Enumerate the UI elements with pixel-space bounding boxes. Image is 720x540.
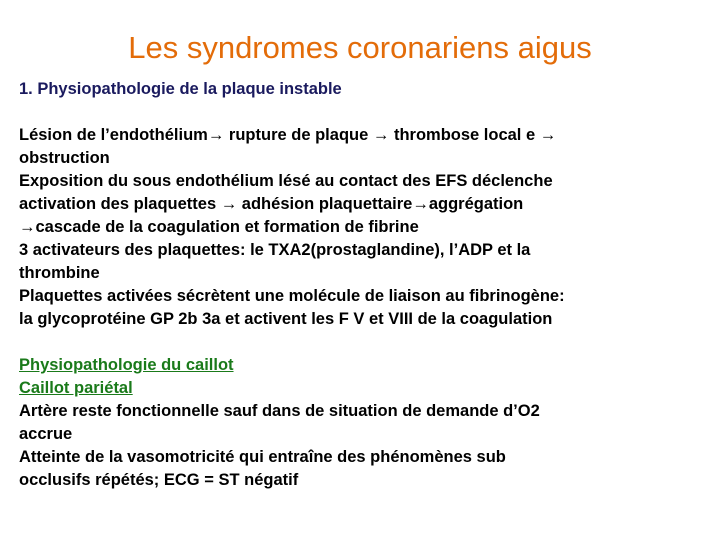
body-line: Atteinte de la vasomotricité qui entraîne des phénomènes sub — [19, 448, 506, 466]
caillot-parietal-link[interactable]: Caillot pariétal — [19, 379, 133, 397]
body-line: accrue — [19, 425, 73, 443]
body-line: →cascade de la coagulation et formation de fibrine — [19, 218, 419, 236]
body-line: la glycoprotéine GP 2b 3a et activent les F V et VIII de la coagulation — [19, 310, 553, 328]
spacer — [19, 101, 709, 124]
slide-title: Les syndromes coronariens aigus — [128, 30, 592, 65]
body-line: activation des plaquettes → adhésion plaquettaire→aggrégation — [19, 195, 524, 213]
body-line: thrombine — [19, 264, 100, 282]
caillot-physiopathology-link[interactable]: Physiopathologie du caillot — [19, 356, 234, 374]
body-line: 3 activateurs des plaquettes: le TXA2(prostaglandine), l’ADP et la — [19, 241, 531, 259]
body-line: occlusifs répétés; ECG = ST négatif — [19, 471, 299, 489]
body-line: Artère reste fonctionnelle sauf dans de situation de demande d’O2 — [19, 402, 540, 420]
body-line: Exposition du sous endothélium lésé au contact des EFS déclenche — [19, 172, 553, 190]
slide-body — [19, 78, 709, 492]
body-line: Plaquettes activées sécrètent une molécule de liaison au fibrinogène: — [19, 287, 565, 305]
section-subtitle: 1. Physiopathologie de la plaque instable — [19, 80, 342, 98]
body-line: obstruction — [19, 149, 110, 167]
body-line: Lésion de l’endothélium→ rupture de plaque → thrombose local e → — [19, 126, 557, 144]
spacer — [19, 331, 709, 354]
